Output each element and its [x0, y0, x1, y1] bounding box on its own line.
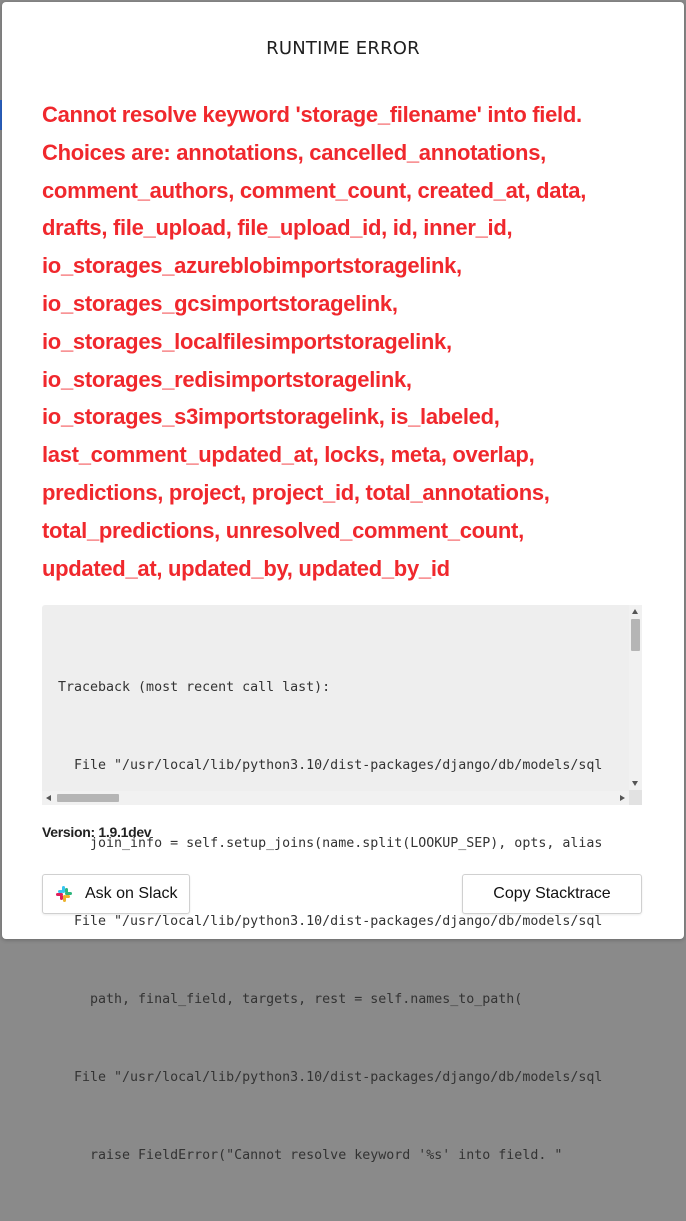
- trace-line: File "/usr/local/lib/python3.10/dist-packages/django/db/models/sql: [58, 758, 603, 773]
- error-message: Cannot resolve keyword 'storage_filename' into field. Choices are: annotations, cancelled_annotations, comment_authors, comment_count, created_at, data, drafts, file_upload, file_upload_id, id, inner_id, io_storages_azureblobimportstoragelink, io_storages_gcsimportstoragelink, io_storages_localfilesimportstoragelink, io_storages_redisimportstoragelink, io_storages_s3importstoragelink, is_labeled, last_comment_updated_at, locks, meta, overlap, predictions, project, project_id, total_annotations, total_predictions, unresolved_comment_count, updated_at, updated_by, updated_by_id: [42, 102, 587, 581]
- runtime-error-modal: [2, 2, 684, 1163]
- ask-on-slack-button[interactable]: [42, 874, 190, 914]
- trace-line: Traceback (most recent call last):: [58, 680, 331, 695]
- trace-line: path, final_field, targets, rest = self.names_to_path(: [58, 992, 523, 1007]
- trace-line: raise FieldError("Cannot resolve keyword '%s' into field. ": [58, 1148, 563, 1163]
- slack-icon: [55, 885, 73, 903]
- trace-line: File "/usr/local/lib/python3.10/dist-packages/django/db/models/sql: [58, 1070, 603, 1085]
- vertical-scroll-thumb[interactable]: [631, 619, 640, 651]
- scroll-left-icon[interactable]: [46, 795, 51, 801]
- horizontal-scrollbar[interactable]: [42, 791, 629, 805]
- trace-line: File "/usr/local/lib/python3.10/dist-packages/django/db/models/sql: [58, 914, 603, 929]
- scroll-right-icon[interactable]: [620, 795, 625, 801]
- copy-stacktrace-button[interactable]: [462, 874, 642, 914]
- scroll-down-icon[interactable]: [632, 781, 638, 786]
- version-label: Version: 1.9.1dev: [42, 824, 152, 840]
- ask-on-slack-label: Ask on Slack: [85, 885, 178, 902]
- vertical-scrollbar[interactable]: [629, 605, 642, 790]
- horizontal-scroll-thumb[interactable]: [57, 794, 119, 802]
- scroll-up-icon[interactable]: [632, 609, 638, 614]
- modal-title: RUNTIME ERROR: [266, 38, 420, 59]
- trace-line: join_info = self.setup_joins(name.split(LOOKUP_SEP), opts, alias: [58, 836, 603, 851]
- copy-stacktrace-label: Copy Stacktrace: [493, 885, 611, 902]
- scrollbar-corner: [629, 790, 642, 805]
